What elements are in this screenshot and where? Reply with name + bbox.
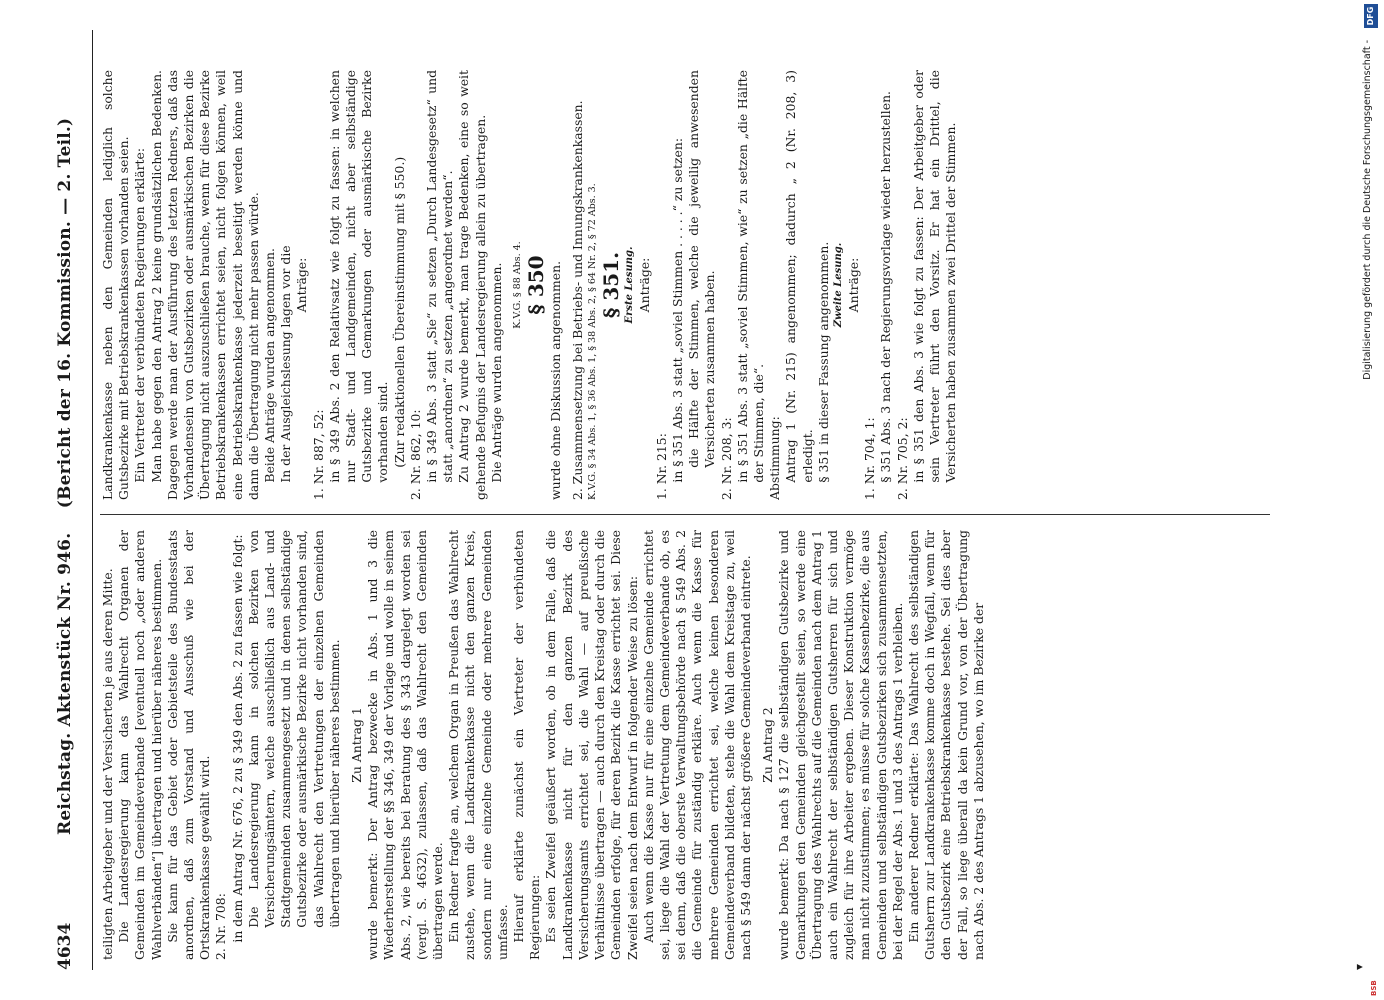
paragraph: Zu Antrag 2 — [760, 707, 776, 783]
running-head-right: (Bericht der 16. Kommission. — 2. Teil.) — [55, 117, 75, 509]
paragraph: § 351 in dieser Fassung angenommen. — [815, 241, 831, 483]
paragraph: K.V.G. § 34 Abs. 1, § 36 Abs. 1, § 38 Abs. 2, § 64 Nr. 2, § 72 Abs. 3. — [587, 183, 599, 500]
paragraph: 1. Nr. 704, 1: — [862, 417, 878, 500]
paragraph: in dem Antrag Nr. 676, 2 zu § 349 den Abs. 2 zu fassen wie folgt: — [229, 534, 245, 943]
paragraph: Ein Redner fragte an, welchem Organ in Preußen das Wahlrecht zustehe, wenn die Landkrankenkasse nicht den ganzen Kreis, sondern nur eine einzelne Gemeinde oder mehrere Gemeinden umfasse. — [446, 530, 510, 960]
paragraph: wurde bemerkt: Der Antrag bezwecke in Abs. 1 und 3 die Wiederherstellung der §§ 346, 349 der Vorlage und wolle in seinem Abs. 2, wie bereits bei Beratung des § 343 dargelegt worden sei (vergl. S. 4632), zulassen, daß das Wahlrecht den Gemeinden übertragen werde. — [365, 530, 446, 960]
running-head-title — [55, 30, 75, 923]
paragraph: die Hälfte der Stimmen, welche die jeweilig anwesenden Versicherten zusammen haben. — [686, 70, 718, 468]
paragraph: Hierauf erklärte zunächst ein Vertreter der verbündeten Regierungen: — [511, 530, 543, 960]
paragraph: Anträge: — [845, 257, 861, 313]
paragraph: 2. Zusammensetzung bei Betriebs- und Innungskrankenkassen. — [570, 100, 586, 500]
paragraph: in § 351 Abs. 3 statt „soviel Stimmen, wie“ zu setzen „die Hälfte der Stimmen, die“. — [734, 70, 766, 483]
running-head — [55, 30, 91, 970]
page-mark: ▾ — [1352, 963, 1366, 970]
running-head-left: Reichstag. Aktenstück Nr. 946. — [55, 532, 75, 835]
section-heading: § 350 — [524, 255, 549, 315]
paragraph: 2. Nr. 708: — [213, 893, 229, 960]
paragraph: in § 351 den Abs. 3 wie folgt zu fassen: Der Arbeitgeber oder sein Vertreter führt den Vorsitz. Er hat ein Drittel, die Versicherten haben zusammen zwei Drittel der Stimmen. — [910, 70, 959, 483]
paragraph: Zweite Lesung. — [832, 242, 844, 328]
paragraph: Beide Anträge wurden angenommen. — [262, 248, 278, 483]
paragraph: Die Landesregierung kann das Wahlrecht Organen der Gemeinden im Gemeindeverbande [eventuell noch „oder anderen Wahlverbänden“] übertragen und hierüber näheres bestimmen. — [116, 530, 164, 960]
section-heading: § 351. — [599, 251, 624, 319]
paragraph: Anträge: — [294, 257, 310, 313]
header-rule — [92, 30, 93, 970]
paragraph: 1. Nr. 215: — [653, 433, 669, 500]
paragraph: Anträge: — [637, 257, 653, 313]
paragraph: in § 351 Abs. 3 statt „soviel Stimmen . . . . .“ zu setzen: — [669, 138, 685, 483]
paragraph: Die Landesregierung kann in solchen Bezirken von Versicherungsämtern, welche ausschließlich aus Land- und Stadtgemeinden zusammengesetzt und in denen selbständige Gutsbezirke oder ausmärkische Bezirke nicht vorhanden sind, das Wahlrecht den Vertretungen der einzelnen Gemeinden übertragen und hierüber näheres bestimmen. — [245, 530, 342, 928]
paragraph: Die Anträge wurden angenommen. — [488, 262, 504, 483]
paragraph: Erste Lesung. — [624, 246, 636, 324]
paragraph: Auch wenn die Kasse nur für eine einzelne Gemeinde errichtet sei, liege die Wahl der Vertretung dem Gemeindeverbande ob, es sei denn, daß die oberste Verwaltungsbehörde nach § 549 Abs. 2 die Gemeinde für zuständig erkläre. Auch wenn die Kasse für mehrere Gemeinden errichtet sei, welche keinen besonderen Gemeindeverband bildeten, stehe die Wahl dem Kreistage zu, weil nach § 549 dann der nächst größere Gemeindeverband eintrete. — [640, 530, 753, 960]
paragraph: Abstimmung: — [767, 416, 783, 500]
paragraph: 1. Nr. 887, 52: — [310, 409, 326, 500]
paragraph: 2. Nr. 705, 2: — [894, 417, 910, 500]
paragraph: Antrag 1 (Nr. 215) angenommen; dadurch „ 2 (Nr. 208, 3) erledigt. — [783, 70, 815, 483]
paragraph: Es seien Zweifel geäußert worden, ob in dem Falle, daß die Landkrankenkasse nicht für den ganzen Bezirk des Versicherungsamts errichtet sei, die Wahl — auf preußische Verhältnisse übertragen — auch durch den Kreistag oder durch die Gemeinden erfolge, für deren Bezirk die Kasse errichtet sei. Diese Zweifel seien nach dem Entwurf in folgender Weise zu lösen: — [543, 530, 640, 960]
page-number: 4634 — [55, 922, 75, 970]
paragraph: Sie kann für das Gebiet oder Gebietsteile des Bundesstaats anordnen, daß zum Vorstand und Ausschuß wie bei der Ortskrankenkasse gewählt wird. — [164, 530, 213, 960]
paragraph: 2. Nr. 862, 10: — [407, 409, 423, 500]
paragraph: (Zur redaktionellen Übereinstimmung mit § 550.) — [391, 156, 407, 468]
right-column — [100, 70, 1270, 500]
paragraph: Zu Antrag 1 — [349, 707, 365, 783]
paragraph: in § 349 Abs. 3 statt „Sie“ zu setzen „Durch Landesgesetz“ und statt „anordnen“ zu setzen „angeordnet werden“. — [424, 70, 456, 483]
paragraph: wurde ohne Diskussion angenommen. — [548, 260, 564, 500]
paragraph: Man habe gegen den Antrag 2 keine grundsätzlichen Bedenken. Dagegen werde man der Ausführung des letzten Redners, daß das Vorhandensein von Gutsbezirken oder ausmärkischen Bezirken die Übertragung nicht auszuschließen brauche, wenn für diese Bezirke Betriebskrankenkassen errichtet seien, nicht folgen können, weil eine Betriebskrankenkasse jederzeit beseitigt werden könne und dann die Übertragung nicht mehr passen würde. — [148, 70, 261, 500]
paragraph: Landkrankenkasse neben den Gemeinden lediglich solche Gutsbezirke mit Betriebskrankenkassen vorhanden seien. — [100, 70, 132, 500]
paragraph: Ein anderer Redner erklärte: Das Wahlrecht des selbständigen Gutsherrn zur Landkrankenkasse komme doch in Wegfall, wenn für den Gutsbezirk eine Betriebskrankenkasse bestehe. Sei dies aber der Fall, so liege überall da kein Grund vor, von der Übertragung nach Abs. 2 des Antrags 1 abzusehen, wo im Bezirke der — [905, 530, 986, 960]
digitization-note: Digitalisierung gefördert durch die Deutsche Forschungsgemeinschaft - — [1362, 40, 1373, 380]
paragraph: in § 349 Abs. 2 den Relativsatz wie folgt zu fassen: in welchen nur Stadt- und Landgemeinden, nicht aber selbständige Gutsbezirke und Gemarkungen oder ausmärkische Bezirke vorhanden sind. — [326, 70, 391, 483]
column-divider — [100, 514, 1270, 515]
paragraph: 2. Nr. 208, 3: — [718, 417, 734, 500]
paragraph: teiligten Arbeitgeber und der Versicherten je aus deren Mitte. — [100, 568, 115, 960]
bsb-watermark: BSB — [1370, 980, 1378, 996]
paragraph: wurde bemerkt: Da nach § 127 die selbständigen Gutsbezirke und Gemarkungen den Gemeinden gleichgestellt seien, so werde eine Übertragung des Wahlrechts auf die Gemeinden nach dem Antrag 1 auch ein Wahlrecht der selbständigen Gutsherren für sich und zugleich für ihre Arbeiter ergeben. Dieser Konstruktion vermöge man nicht zuzustimmen; es müsse für solche Kassenbezirke, die aus Gemeinden und selbständigen Gutsbezirken sich zusammensetzten, bei der Regel der Abs. 1 und 3 des Antrags 1 verbleiben. — [776, 530, 905, 960]
dfg-logo: DFG — [1364, 4, 1378, 28]
paragraph: § 351 Abs. 3 nach der Regierungsvorlage wieder herzustellen. — [878, 91, 894, 483]
left-column — [100, 530, 1270, 960]
paragraph: Ein Vertreter der verbündeten Regierungen erklärte: — [132, 147, 148, 483]
paragraph: Zu Antrag 2 wurde bemerkt, man trage Bedenken, eine so weit gehende Befugnis der Landesregierung allein zu übertragen. — [456, 70, 488, 500]
paragraph: In der Ausgleichslesung lagen vor die — [278, 245, 294, 483]
paragraph: K.V.G. § 88 Abs. 4. — [512, 241, 524, 329]
